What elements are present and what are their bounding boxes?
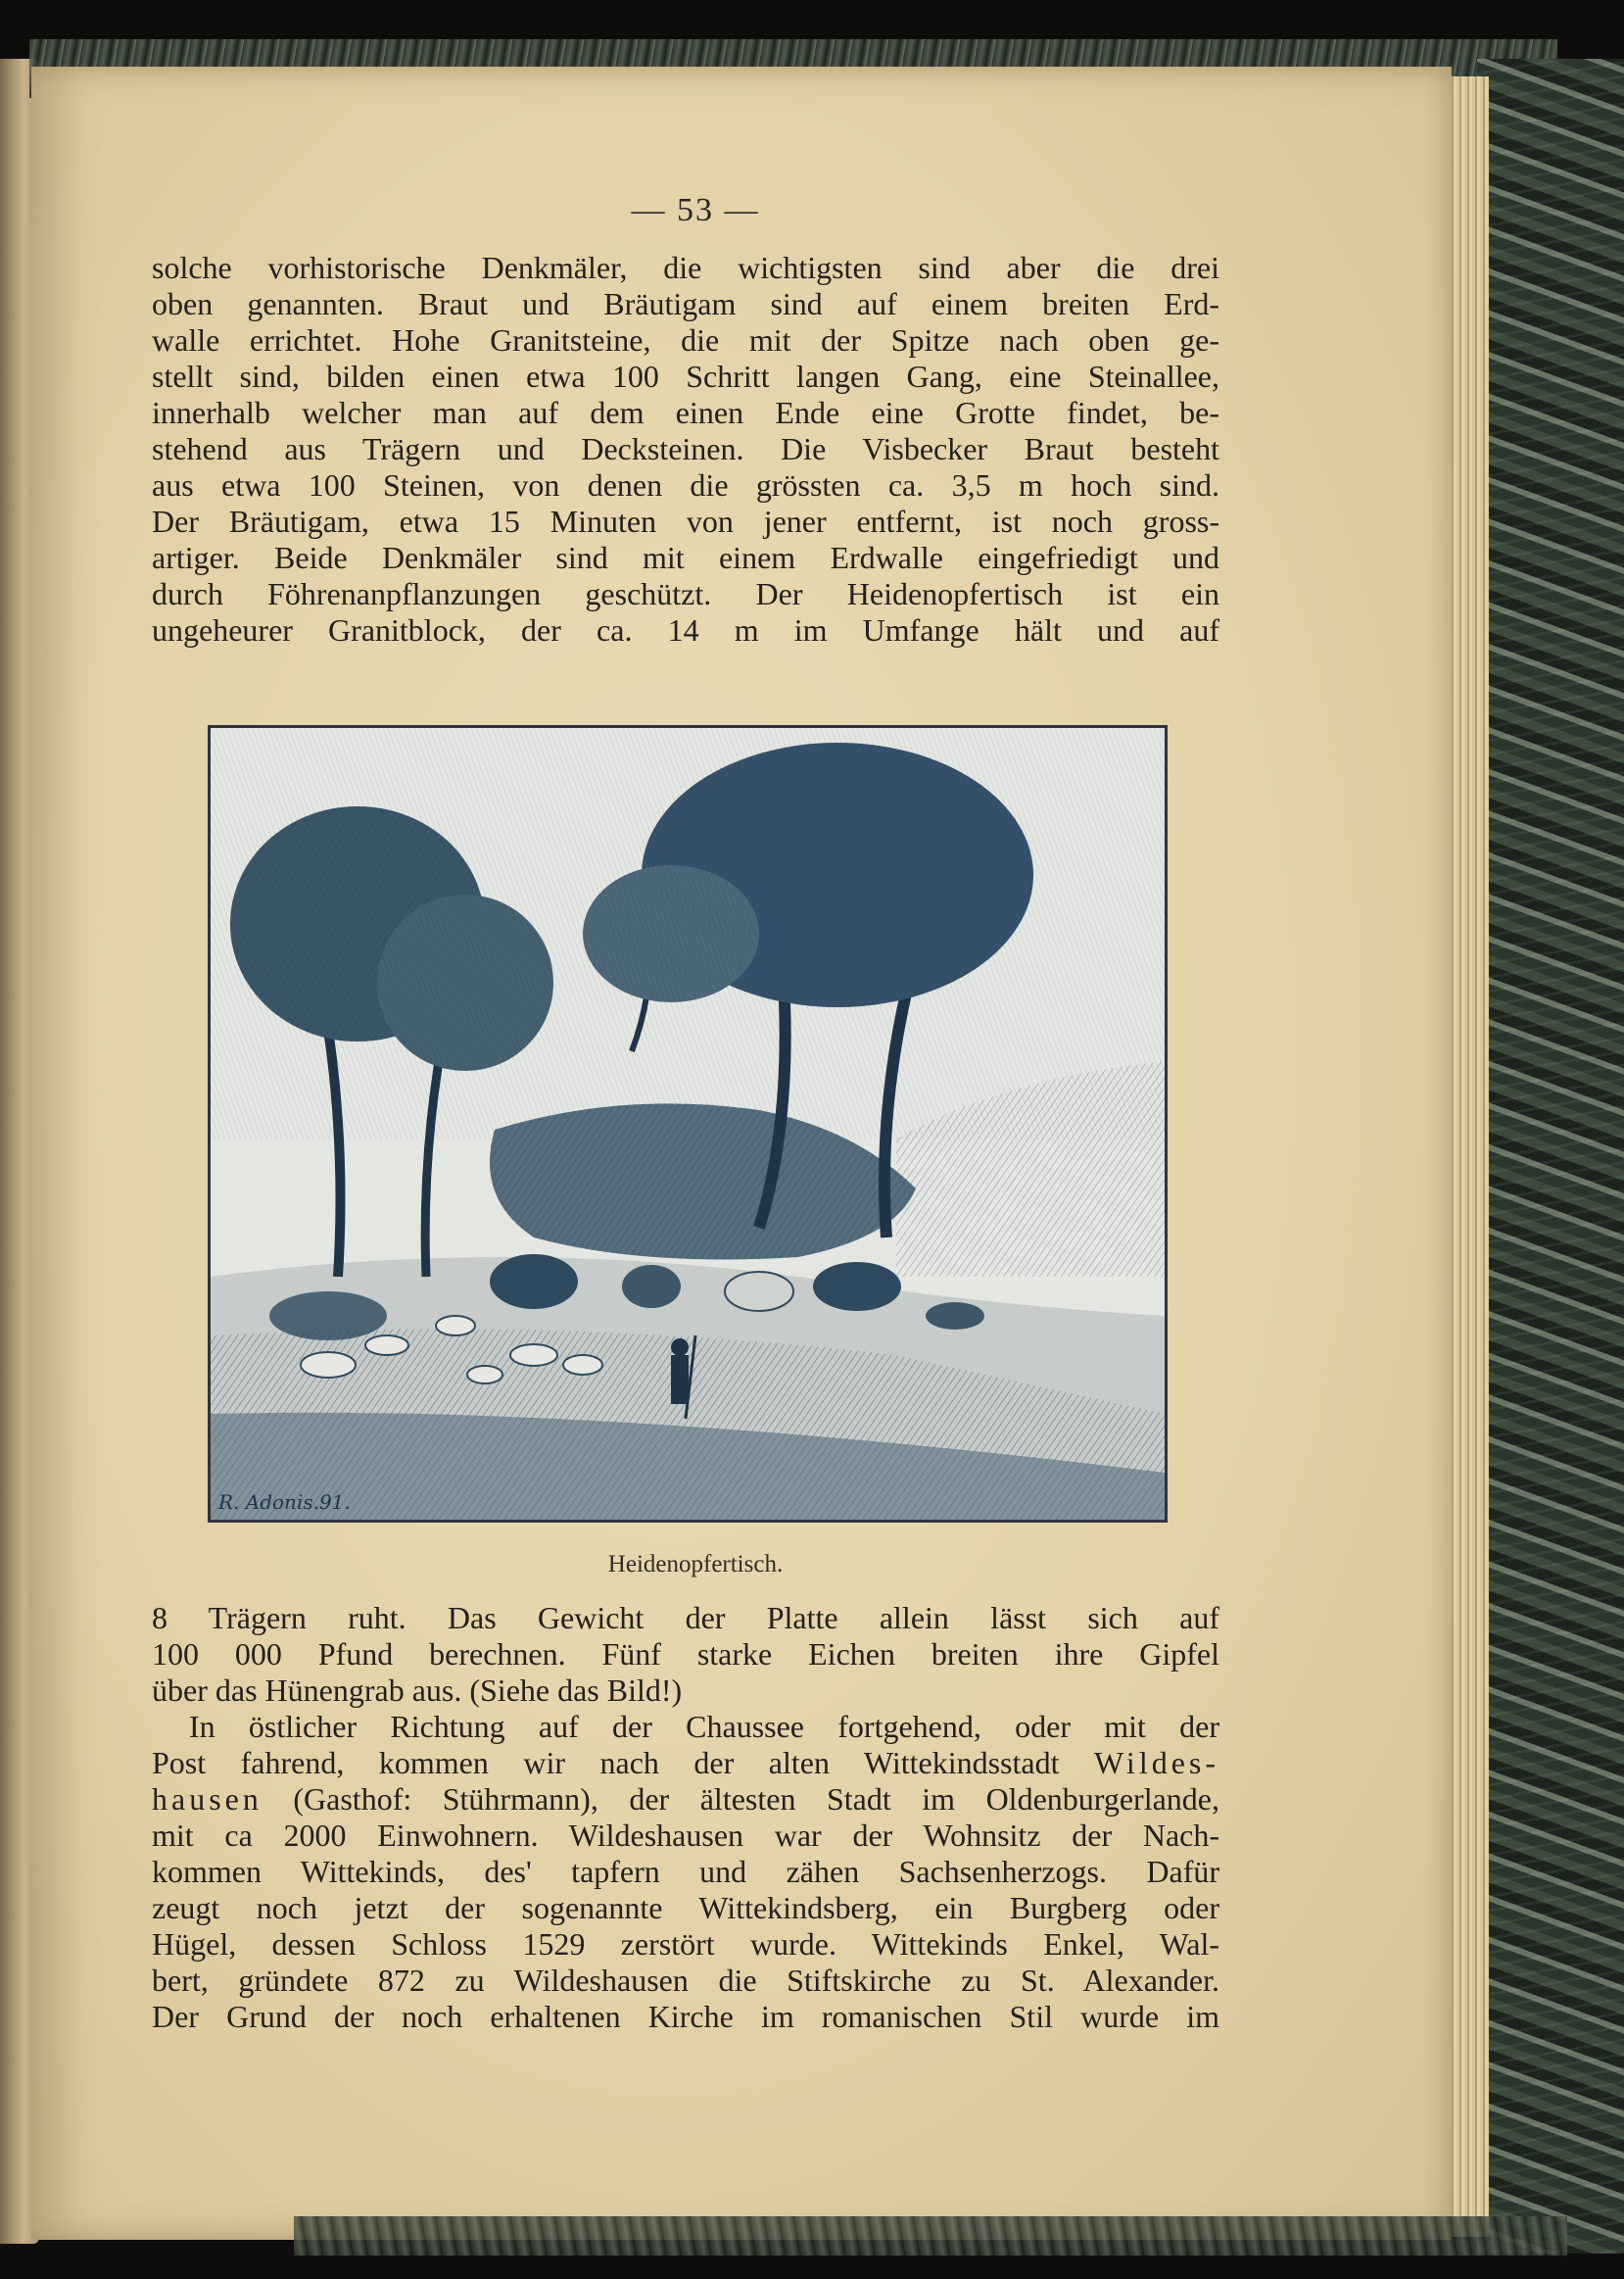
spaced-place-name: hausen: [152, 1781, 263, 1817]
text-line: Der Grund der noch erhaltenen Kirche im romanischen Stil wurde im: [152, 1999, 1219, 2034]
text-line: 100 000 Pfund berechnen. Fünf starke Eichen breiten ihre Gipfel: [152, 1636, 1219, 1672]
text-line: ungeheurer Granitblock, der ca. 14 m im Umfange hält und auf: [152, 612, 1219, 648]
text-line: Der Bräutigam, etwa 15 Minuten von jener entfernt, ist noch gross-: [152, 504, 1219, 539]
book-binding-bottom: [294, 2216, 1567, 2255]
text-line: aus etwa 100 Steinen, von denen die grössten ca. 3,5 m hoch sind.: [152, 467, 1219, 503]
text-line: [152, 1745, 1219, 1781]
text-line: stehend aus Trägern und Decksteinen. Die Visbecker Braut besteht: [152, 431, 1219, 466]
spaced-place-name: Wildes-: [1094, 1745, 1220, 1780]
text-line: Hügel, dessen Schloss 1529 zerstört wurde. Wittekinds Enkel, Wal-: [152, 1926, 1219, 1962]
text-line: 8 Trägern ruht. Das Gewicht der Platte allein lässt sich auf: [152, 1600, 1219, 1635]
text-line: bert, gründete 872 zu Wildeshausen die Stiftskirche zu St. Alexander.: [152, 1963, 1219, 1998]
text-line: In östlicher Richtung auf der Chaussee fortgehend, oder mit der: [189, 1709, 1219, 1744]
figure-caption: Heidenopfertisch.: [607, 1551, 784, 1577]
text-line: [152, 1781, 1219, 1818]
text-line: solche vorhistorische Denkmäler, die wichtigsten sind aber die drei: [152, 250, 1219, 285]
paragraph-top: [152, 250, 1219, 649]
artist-signature: R. Adonis.91.: [218, 1490, 351, 1514]
illustration-heidenopfertisch: [208, 725, 1168, 1523]
text-line: oben genannten. Braut und Bräutigam sind auf einem breiten Erd-: [152, 286, 1219, 321]
page-number: — 53 —: [631, 192, 760, 228]
engraving-svg: [211, 728, 1165, 1520]
text-line: innerhalb welcher man auf dem einen Ende eine Grotte findet, be-: [152, 395, 1219, 430]
text-span: Post fahrend, kommen wir nach der alten Wittekindsstadt: [152, 1745, 1060, 1780]
paragraph-bottom: [152, 1600, 1219, 2035]
text-line: mit ca 2000 Einwohnern. Wildeshausen war der Wohnsitz der Nach-: [152, 1818, 1219, 1853]
text-line: kommen Wittekinds, des' tapfern und zähen Sachsenherzogs. Dafür: [152, 1854, 1219, 1889]
text-span: (Gasthof: Stührmann), der ältesten Stadt im Oldenburgerlande,: [293, 1781, 1220, 1817]
text-line: durch Föhrenanpflanzungen geschützt. Der Heidenopfertisch ist ein: [152, 576, 1219, 611]
text-line: walle errichtet. Hohe Granitsteine, die mit der Spitze nach oben ge-: [152, 322, 1219, 358]
text-line: artiger. Beide Denkmäler sind mit einem Erdwalle eingefriedigt und: [152, 540, 1219, 575]
text-line: stellt sind, bilden einen etwa 100 Schritt langen Gang, eine Steinallee,: [152, 359, 1219, 394]
text-line: zeugt noch jetzt der sogenannte Wittekindsberg, ein Burgberg oder: [152, 1890, 1219, 1925]
text-line: über das Hünengrab aus. (Siehe das Bild!): [152, 1673, 683, 1708]
book-cover-marbled: [1477, 59, 1624, 2254]
